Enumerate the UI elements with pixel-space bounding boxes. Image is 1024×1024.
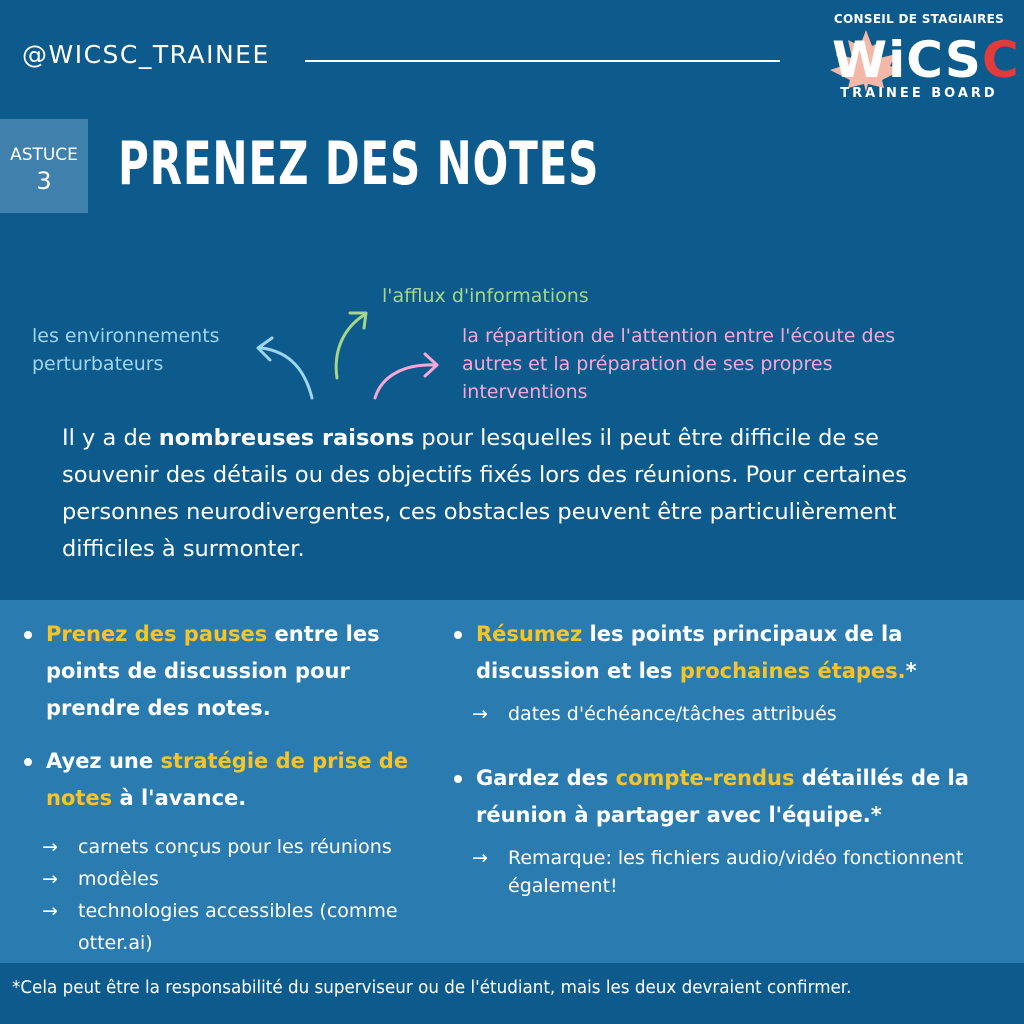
tip-number: 3 bbox=[36, 167, 52, 195]
arrow-right-icon: → bbox=[42, 836, 58, 858]
arrow-right-icon: → bbox=[42, 900, 58, 922]
list-item: → carnets conçus pour les réunions bbox=[42, 831, 434, 863]
logo-top-text: CONSEIL DE STAGIAIRES bbox=[833, 12, 1005, 26]
intro-bold: nombreuses raisons bbox=[158, 425, 415, 451]
list-item: → technologies accessibles (comme otter.ai) bbox=[42, 895, 434, 959]
tip-take-breaks-text: entre les points de discussion pour prendre des notes. bbox=[46, 622, 380, 720]
tip-summarize bbox=[452, 616, 1017, 690]
arrow-right-icon bbox=[375, 365, 435, 398]
logo-word-main: WiCS bbox=[832, 31, 982, 89]
logo-word-accent: C bbox=[981, 31, 1020, 89]
tip-take-breaks bbox=[22, 616, 434, 727]
tip-minutes-pre: Gardez des bbox=[476, 766, 616, 790]
footnote-bar bbox=[0, 963, 1024, 1024]
callout-attention-split: la répartition de l'attention entre l'écoute des autres et la préparation de ses propres interventions bbox=[462, 325, 896, 403]
highlight-summarize: Résumez bbox=[476, 622, 583, 646]
tip-summarize-mid: les points principaux de la discussion et les bbox=[476, 622, 903, 683]
highlight-minutes: compte-rendus bbox=[615, 766, 795, 790]
intro-after: pour lesquelles il peut être difficile de se souvenir des détails ou des objectifs fixés lors des réunions. Pour certaines personnes neurodivergentes, ces obstacles peuvent être particulièrement difficiles à surmonter. bbox=[62, 425, 907, 562]
summarize-sublist bbox=[472, 698, 1017, 730]
callout-disruptive-environments: les environnements perturbateurs bbox=[32, 325, 220, 375]
tips-right-column bbox=[452, 616, 1017, 922]
intro-paragraph bbox=[62, 420, 962, 568]
arrow-right-icon: → bbox=[472, 703, 488, 725]
tip-minutes bbox=[452, 760, 1017, 834]
social-handle: @WICSC_TRAINEE bbox=[22, 40, 270, 69]
minutes-sublist bbox=[472, 844, 1017, 900]
arrow-top-icon bbox=[336, 315, 364, 378]
tip-minutes-post: détaillés de la réunion à partager avec l'équipe.* bbox=[476, 766, 969, 827]
highlight-strategy: stratégie de prise de notes bbox=[46, 749, 409, 810]
callout-arrows bbox=[0, 0, 1024, 420]
list-item: → dates d'échéance/tâches attribués bbox=[472, 698, 1017, 730]
logo-bottom-text: TRAINEE BOARD bbox=[840, 86, 998, 101]
intro-before: Il y a de bbox=[62, 425, 159, 451]
tip-summarize-star: * bbox=[905, 659, 917, 683]
strategy-sublist bbox=[42, 831, 434, 959]
arrow-left-icon bbox=[262, 348, 312, 398]
arrow-right-icon: → bbox=[42, 868, 58, 890]
tip-strategy-post: à l'avance. bbox=[112, 786, 247, 810]
list-item: → modèles bbox=[42, 863, 434, 895]
highlight-take-breaks: Prenez des pauses bbox=[46, 622, 268, 646]
footnote-text: *Cela peut être la responsabilité du superviseur ou de l'étudiant, mais les deux devraient confirmer. bbox=[12, 977, 852, 998]
highlight-next-steps: prochaines étapes. bbox=[679, 659, 906, 683]
callout-information-influx: l'afflux d'informations bbox=[382, 285, 589, 307]
tip-strategy-pre: Ayez une bbox=[46, 749, 161, 773]
tip-strategy bbox=[22, 743, 434, 817]
arrow-right-icon: → bbox=[472, 847, 488, 869]
tip-label: ASTUCE bbox=[10, 145, 78, 165]
page-title: PRENEZ DES NOTES bbox=[118, 129, 600, 199]
list-item: → Remarque: les fichiers audio/vidéo fonctionnent également! bbox=[472, 844, 1017, 900]
tips-left-column bbox=[22, 616, 434, 981]
